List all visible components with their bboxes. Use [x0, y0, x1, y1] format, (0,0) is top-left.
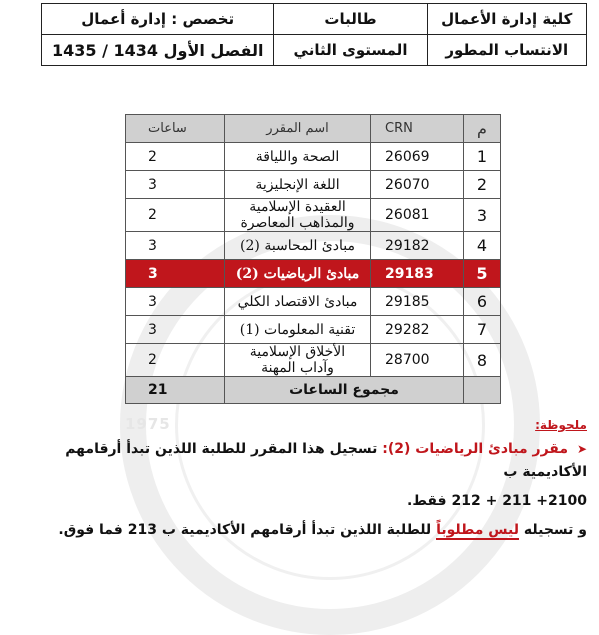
table-row — [126, 316, 501, 344]
table-row — [126, 344, 501, 377]
courses-table — [125, 114, 501, 404]
row-hours: 2 — [126, 143, 225, 171]
row-index: 8 — [464, 344, 501, 377]
header-table — [41, 3, 587, 66]
row-crn: 26081 — [371, 199, 464, 232]
note-text-3b: للطلبة اللذين تبدأ أرقامهم الأكاديمية ب 213 فما فوق. — [58, 522, 432, 538]
col-header-index: م — [464, 115, 501, 143]
row-hours: 3 — [126, 316, 225, 344]
row-course-name: الأخلاق الإسلامية وآداب المهنة — [225, 344, 371, 377]
row-crn: 29182 — [371, 232, 464, 260]
row-hours: 3 — [126, 171, 225, 199]
row-crn: 26070 — [371, 171, 464, 199]
courses-table-header — [126, 115, 501, 143]
col-header-crn: CRN — [371, 115, 464, 143]
note-text-3a: و تسجيله — [523, 522, 587, 538]
row-course-name: مبادئ الرياضيات (2) — [225, 260, 371, 288]
row-index: 7 — [464, 316, 501, 344]
note-text-1: تسجيل هذا المقرر للطلبة اللذين تبدأ أرقامهم الأكاديمية ب — [65, 441, 587, 480]
row-course-name: مبادئ المحاسبة (2) — [225, 232, 371, 260]
row-index: 6 — [464, 288, 501, 316]
row-course-name: مبادئ الاقتصاد الكلي — [225, 288, 371, 316]
note-text-2: 2100+ 211 + 212 فقط. — [407, 493, 587, 509]
notes-section — [27, 418, 587, 542]
note-line-2 — [27, 490, 587, 513]
semester: الفصل الأول 1434 / 1435 — [42, 35, 274, 66]
row-crn: 29183 — [371, 260, 464, 288]
row-crn: 26069 — [371, 143, 464, 171]
table-row-highlighted — [126, 260, 501, 288]
watermark-year: 1975 — [125, 415, 171, 433]
level: المستوى الثاني — [274, 35, 427, 66]
row-course-name: العقيدة الإسلامية والمذاهب المعاصرة — [225, 199, 371, 232]
row-index: 2 — [464, 171, 501, 199]
table-row — [126, 232, 501, 260]
row-hours: 3 — [126, 288, 225, 316]
row-crn: 29282 — [371, 316, 464, 344]
student-category: طالبات — [274, 4, 427, 35]
table-row — [126, 143, 501, 171]
total-hours: 21 — [126, 377, 225, 404]
row-crn: 28700 — [371, 344, 464, 377]
row-course-name: تقنية المعلومات (1) — [225, 316, 371, 344]
row-index: 3 — [464, 199, 501, 232]
program-name: الانتساب المطور — [427, 35, 586, 66]
row-hours: 3 — [126, 260, 225, 288]
row-index: 5 — [464, 260, 501, 288]
college-name: كلية إدارة الأعمال — [427, 4, 586, 35]
arrow-bullet-icon: ➤ — [576, 442, 587, 456]
note-line-1 — [27, 438, 587, 484]
note-course-name: مقرر مبادئ الرياضيات (2): — [382, 441, 569, 457]
row-index: 1 — [464, 143, 501, 171]
total-label: مجموع الساعات — [225, 377, 464, 404]
row-course-name: الصحة واللياقة — [225, 143, 371, 171]
table-row — [126, 288, 501, 316]
note-line-3 — [27, 519, 587, 542]
notes-title: ملحوظة: — [535, 418, 587, 432]
table-row — [126, 199, 501, 232]
note-highlight: ليس مطلوباً — [436, 522, 520, 538]
col-header-name: اسم المقرر — [225, 115, 371, 143]
row-index: 4 — [464, 232, 501, 260]
table-row — [126, 171, 501, 199]
row-hours: 3 — [126, 232, 225, 260]
specialization: تخصص : إدارة أعمال — [42, 4, 274, 35]
row-course-name: اللغة الإنجليزية — [225, 171, 371, 199]
row-hours: 2 — [126, 344, 225, 377]
row-crn: 29185 — [371, 288, 464, 316]
row-hours: 2 — [126, 199, 225, 232]
total-row — [126, 377, 501, 404]
col-header-hours: ساعات — [126, 115, 225, 143]
total-empty-index — [464, 377, 501, 404]
